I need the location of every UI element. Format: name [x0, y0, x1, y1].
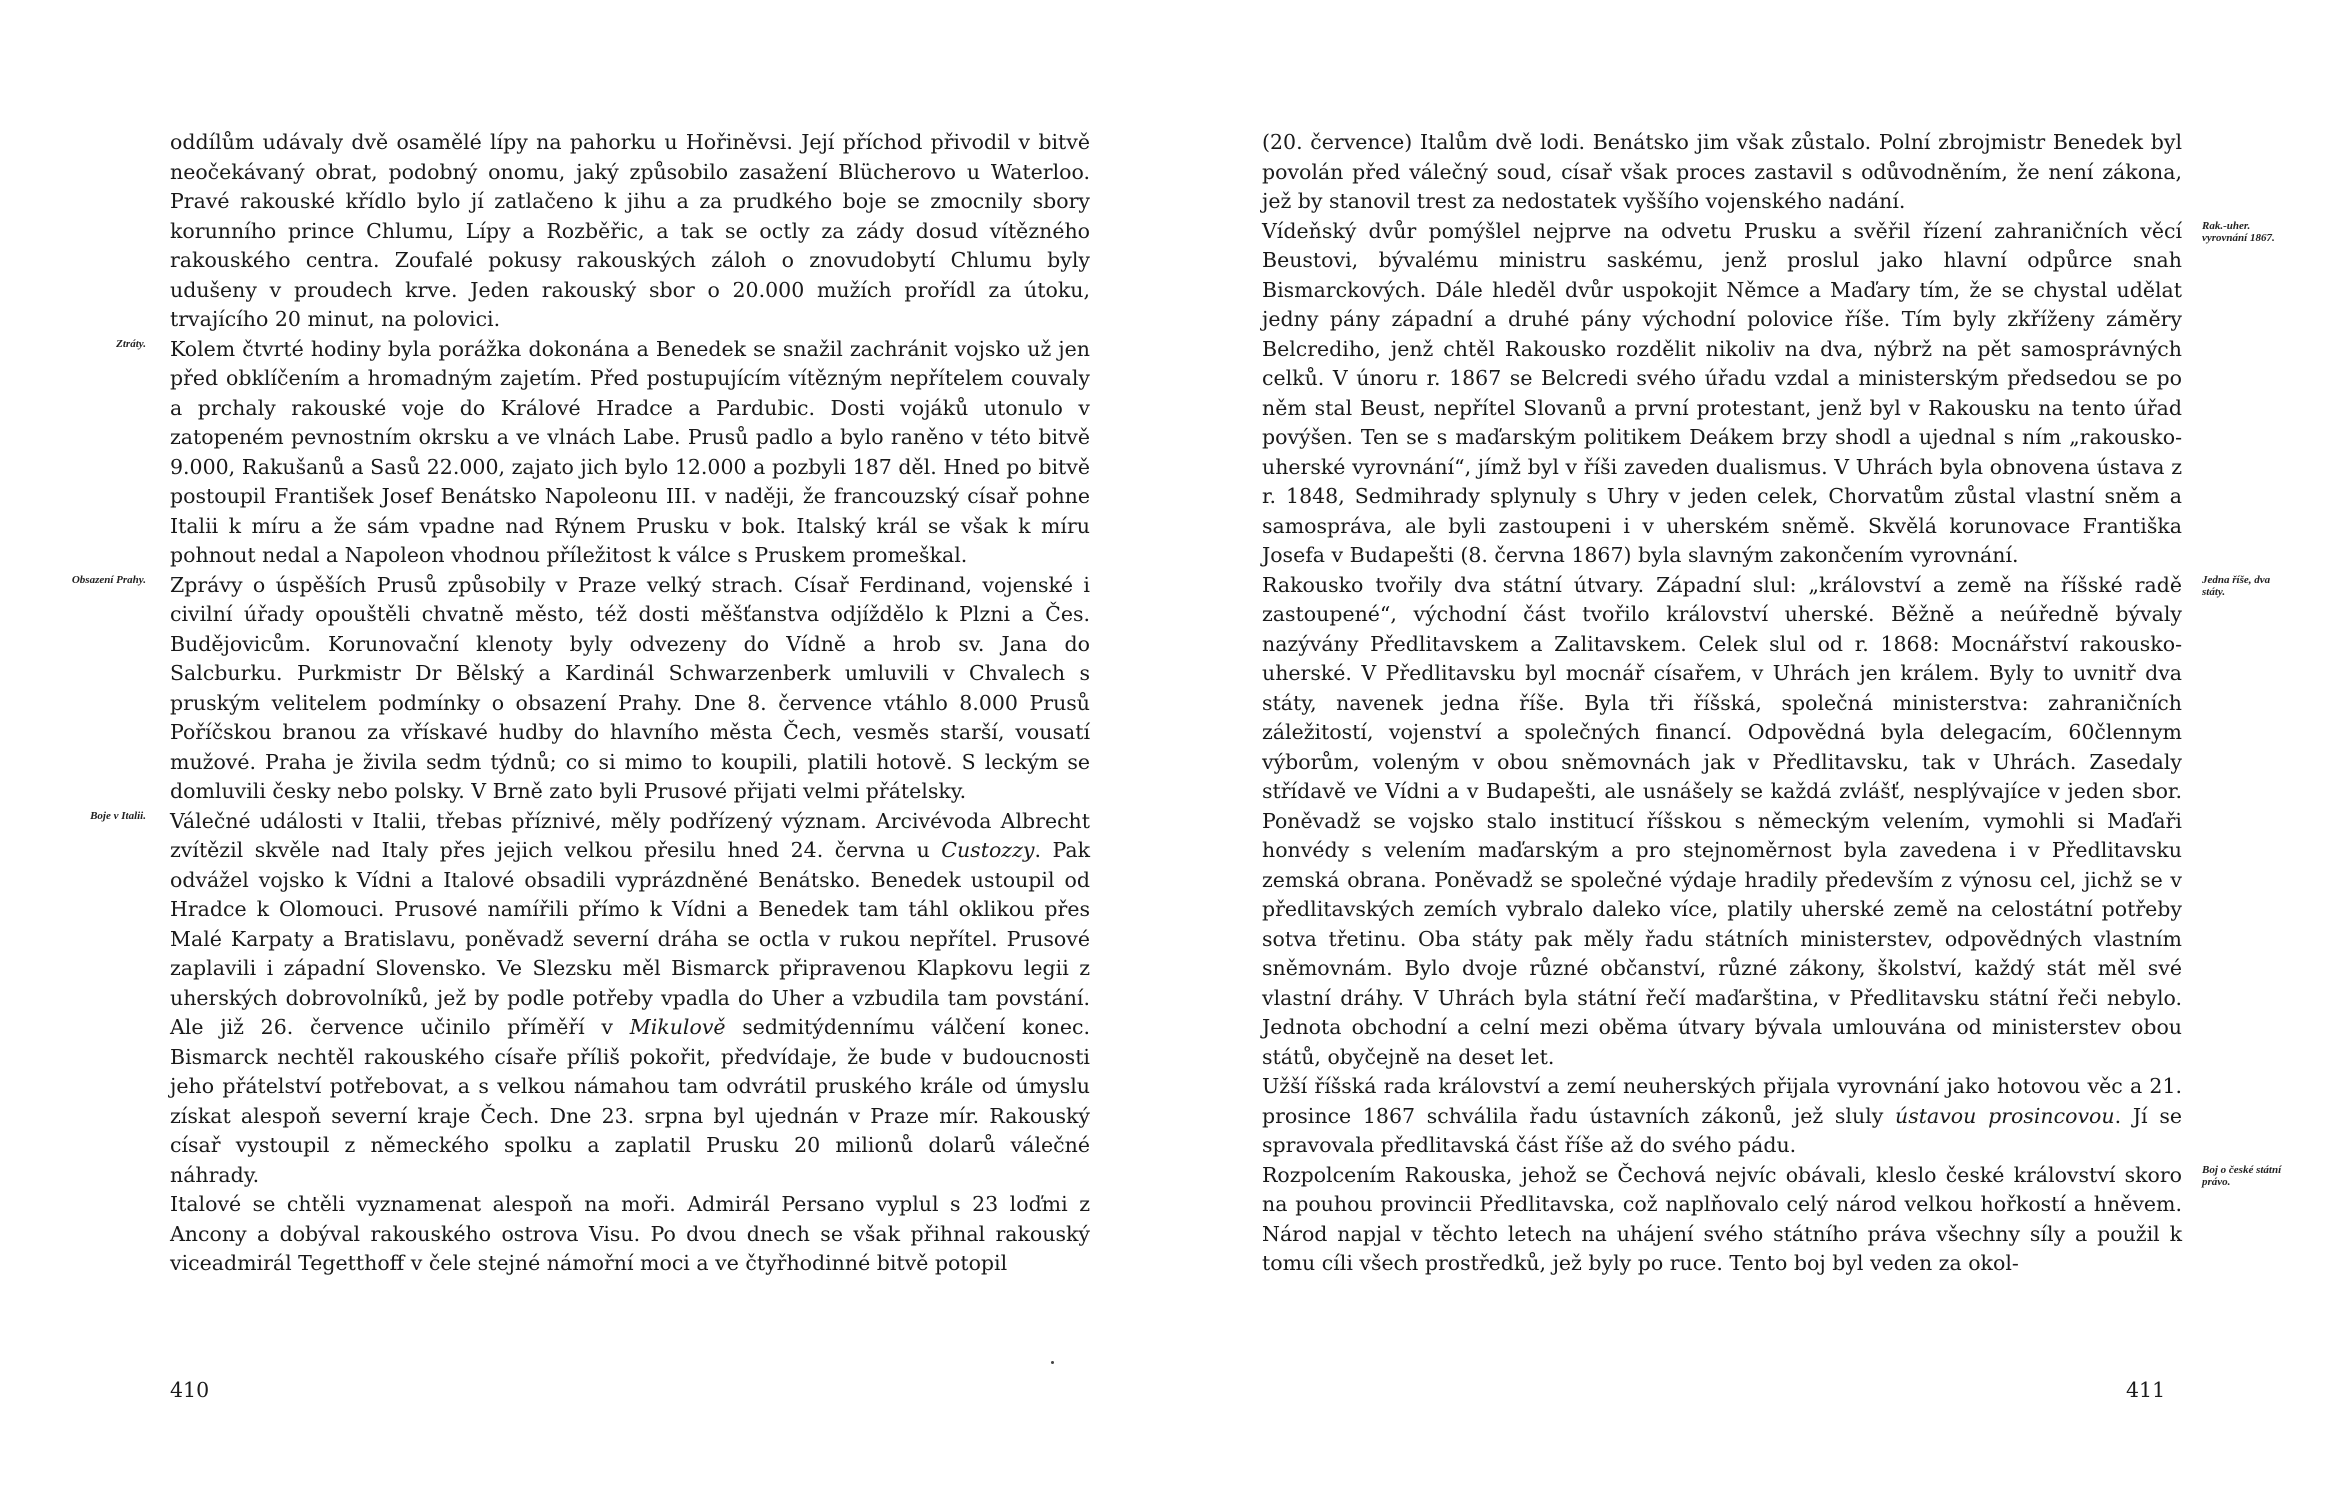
left-paragraph-5: Italové se chtěli vyznamenat alespoň na moři. Admirál Persano vyplul s 23 loďmi z Ancony a dobýval rakouského ostrova Visu. Po dvou dnech se však přihnal rakouský viceadmirál Tegetthoff v čele stejné námořní moci a ve čtyřhodinné bitvě potopil [170, 1192, 1090, 1275]
margin-note-jedna-rise: Jedna říše, dva státy. [2202, 573, 2271, 598]
right-page [1262, 128, 2282, 1279]
right-paragraph-5: Boj o české státní právo. Rozpolcením Rakouska, jehož se Čechová nejvíc obávali, kleslo české království skoro na pouhou provincii Předlitavska, což naplňovalo celý národ velkou hořkostí a hněvem. Národ napjal v těchto letech na uhájení svého státního práva všechny síly a použil k tomu cíli všech prostředků, jež byly po ruce. Tento boj byl veden za okol- [1262, 1162, 2282, 1275]
margin-note-statni-pravo: Boj o české státní právo. [2202, 1163, 2282, 1188]
right-paragraph-1: (20. července) Italům dvě lodi. Benátsko jim však zůstalo. Polní zbrojmistr Benedek byl povolán před válečný soud, císař však proces zastavil s odůvodněním, že není zákona, jež by stanovil trest za nedostatek vyššího vojenského nadání. [1262, 130, 2182, 213]
left-paragraph-3: Obsazení Prahy. Zprávy o úspěších Prusů způsobily v Praze velký strach. Císař Ferdinand, vojenské i civilní úřady opouštěli chvatně město, též dosti měšťanstva odjíždělo k Plzni a Čes. Budějovicům. Korunovační klenoty byly odvezeny do Vídně a hrob sv. Jana do Salcburku. Purkmistr Dr Bělský a Kardinál Schwarzenberk umluvili v Chvalech s pruským velitelem podmínky o obsazení Prahy. Dne 8. července vtáhlo 8.000 Prusů Poříčskou branou za vřískavé hudby do hlavního města Čech, vesměs starší, vousatí mužové. Praha je živila sedm týdnů; co si mimo to koupili, platili hotově. S leckým se domluvili česky nebo polsky. V Brně zato byli Prusové přijati velmi přátelsky. [170, 571, 1090, 807]
right-paragraph-3: Jedna říše, dva státy. Rakousko tvořily dva státní útvary. Západní slul: „království a země na říšské radě zastoupené“, východní část tvořilo království uherské. Běžně a neúředně bývaly nazývány Předlitavskem a Zalitavskem. Celek slul od r. 1868: Mocnářství rakousko-uherské. V Předlitavsku byl mocnář císařem, v Uhrách jen králem. Byly to uvnitř dva státy, navenek jedna říše. Byla tři říšská, společná ministerstva: zahraničních záležitostí, vojenství a společných financí. Odpovědná byla delegacím, 60člennym výborům, voleným v obou sněmovnách jak v Předlitavsku, tak v Uhrách. Zasedaly střídavě ve Vídni a v Budapešti, ale usnášely se každá zvlášť, nesplývajíce v jeden sbor. Poněvadž se vojsko stalo institucí říšskou s německým velením, vymohli si Maďaři honvédy s velením maďarským a pro stejnoměrnost byla zavedena i v Předlitavsku zemská obrana. Poněvadž se společné výdaje hradily především z výnosu cel, jichž se v předlitavských zemích vybralo daleko více, platily uherské země na celostátní potřeby sotva třetinu. Oba státy pak měly řadu státních ministerstev, odpovědných vlastním sněmovnám. Bylo dvoje různé občanství, různé zákony, školství, každý stát měl své vlastní dráhy. V Uhrách byla státní řečí maďarština, v Předlitavsku státní řeči nebylo. Jednota obchodní a celní mezi oběma útvary bývala umlouvána od ministerstev obou států, obyčejně na deset let. [1262, 571, 2182, 1073]
left-paragraph-4: Boje v Italii. Válečné události v Italii, třebas příznivé, měly podřízený význam. Arcivévoda Albrecht zvítězil skvěle nad Italy přes jejich velkou přesilu hned 24. června u Custozzy. Pak odvážel vojsko k Vídni a Italové obsadili vyprázdněné Benátsko. Benedek ustoupil od Hradce k Olomouci. Prusové namířili přímo k Vídni a Benedek tam táhl oklikou přes Malé Karpaty a Bratislavu, poněvadž severní dráha se octla v rukou nepřítel. Prusové zaplavili i západní Slovensko. Ve Slezsku měl Bismarck připravenou Klapkovu legii z uherských dobrovolníků, jež by podle potřeby vpadla do Uher a vzbudila tam povstání. Ale již 26. července učinilo příměří v Mikulově sedmitýdennímu válčení konec. Bismarck nechtěl rakouského císaře příliš pokořit, předvídaje, že bude v budoucnosti jeho přátelství potřebovat, a s velkou námahou tam odvrátil pruského krále od úmyslu získat alespoň severní kraje Čech. Dne 23. srpna byl ujednán v Praze mír. Rakouský císař vystoupil z německého spolku a zaplatil Prusku 20 milionů dolarů válečné náhrady. [170, 807, 1090, 1191]
margin-note-vyrovnani: Rak.-uher. vyrovnání 1867. [2202, 219, 2275, 244]
page-number-right: 411 [2126, 1378, 2166, 1402]
left-paragraph-2: Ztráty. Kolem čtvrté hodiny byla porážka dokonána a Benedek se snažil zachránit vojsko už jen před obklíčením a hromadným zajetím. Před postupujícím vítězným nepřítelem couvaly a prchaly rakouské voje do Králové Hradce a Pardubic. Dosti vojáků utonulo v zatopeném pevnostním okrsku a ve vlnách Labe. Prusů padlo a bylo raněno v této bitvě 9.000, Rakušanů a Sasů 22.000, zajato jich bylo 12.000 a pozbyli 187 děl. Hned po bitvě postoupil František Josef Benátsko Napoleonu III. v naději, že francouzský císař pohne Italii k míru a že sám vpadne nad Rýnem Prusku v bok. Italský král se však k míru pohnout nedal a Napoleon vhodnou příležitost k válce s Pruskem promeškal. [170, 335, 1090, 571]
italic-mikulove: Mikulově [629, 1015, 726, 1039]
center-dot-mark [1051, 1361, 1054, 1364]
page-number-left: 410 [170, 1378, 210, 1402]
margin-note-boje-v-italii: Boje v Italii. [90, 809, 146, 822]
right-paragraph-2: Rak.-uher. vyrovnání 1867. Vídeňský dvůr pomýšlel nejprve na odvetu Prusku a svěřil řízení zahraničních věcí Beustovi, bývalému ministru saskému, jenž proslul jako hlavní odpůrce snah Bismarckových. Dále hleděl dvůr uspokojit Němce a Maďary tím, že se chystal udělat jedny pány západní a druhé pány východní polovice říše. Tím byly zkříženy záměry Belcrediho, jenž chtěl Rakousko rozdělit nikoliv na dva, nýbrž na pět samosprávných celků. V únoru r. 1867 se Belcredi svého úřadu vzdal a ministerským předsedou se po něm stal Beust, nepřítel Slovanů a první protestant, jenž byl v Rakousku na tento úřad povýšen. Ten se s maďarským politikem Deákem brzy shodl a ujednal s ním „rakousko-uherské vyrovnání“, jímž byl v říši zaveden dualismus. V Uhrách byla obnovena ústava z r. 1848, Sedmihrady splynuly s Uhry v jeden celek, Chorvatům zůstal vlastní sněm a samospráva, ale byli zastoupeni i v uherském sněmě. Skvělá korunovace Františka Josefa v Budapešti (8. června 1867) byla slavným zakončením vyrovnání. [1262, 217, 2182, 571]
right-paragraph-4: Užší říšská rada království a zemí neuherských přijala vyrovnání jako hotovou věc a 21. prosince 1867 schválila řadu ústavních zákonů, jež sluly ústavou prosincovou. Jí se spravovala předlitavská část říše až do svého pádu. [1262, 1074, 2182, 1157]
margin-note-obsazeni-prahy: Obsazení Prahy. [71, 573, 146, 586]
left-page [71, 128, 1091, 1279]
italic-custozzy: Custozzy [941, 838, 1035, 862]
margin-note-ztraty: Ztráty. [116, 337, 146, 350]
italic-ustava-prosincova: ústavou prosincovou [1895, 1103, 2115, 1128]
left-paragraph-1: oddílům udávaly dvě osamělé lípy na pahorku u Hořiněvsi. Její příchod přivodil v bitvě neočekávaný obrat, podobný onomu, jaký způsobilo zasažení Blücherovo u Waterloo. Pravé rakouské křídlo bylo jí zatlačeno k jihu a za prudkého boje se zmocnily sbory korunního prince Chlumu, Lípy a Rozběřic, a tak se octly za zády dosud vítězného rakouského centra. Zoufalé pokusy rakouských záloh o znovudobytí Chlumu byly udušeny v proudech krve. Jeden rakouský sbor o 20.000 mužích prořídl za útoku, trvajícího 20 minut, na polovici. [170, 130, 1090, 331]
